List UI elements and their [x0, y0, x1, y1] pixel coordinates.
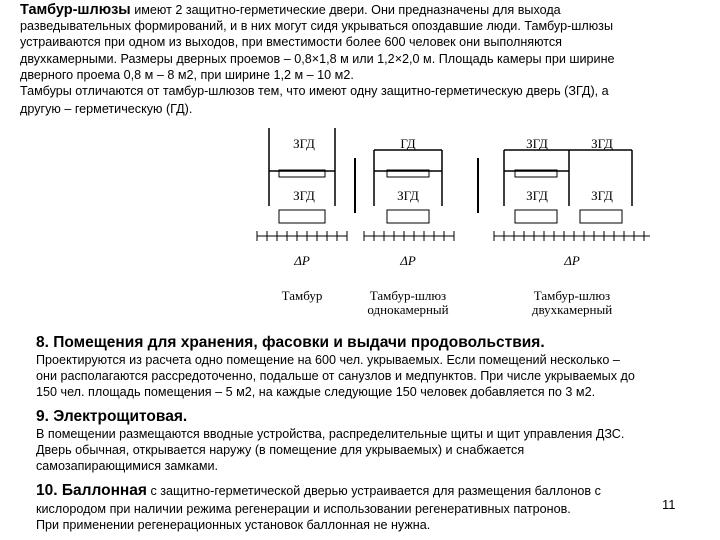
intro-line-5: дверного проема 0,8 м – 8 м2, при ширине 1,2 м – 10 м2. — [20, 67, 354, 82]
door-label-zgd-2: ЗГД — [293, 188, 315, 203]
pressure-label-2: ΔP — [400, 253, 416, 268]
section-9-heading: 9. Электрощитовая. — [36, 408, 188, 425]
panel-double-chamber — [494, 150, 650, 236]
caption-double-a: Тамбур-шлюз — [533, 288, 611, 303]
section-10-heading: 10. Баллонная — [36, 482, 147, 499]
pressure-label-1: ΔP — [294, 253, 310, 268]
section-10 — [36, 481, 712, 533]
page-number: 11 — [662, 497, 676, 512]
intro-line-4: двухкамерными. Размеры дверных проемов – 0,8×1,8 м или 1,2×2,0 м. Площадь камеры при ширине — [20, 51, 615, 66]
section-8 — [36, 333, 712, 401]
section-10-line-1 — [36, 481, 712, 501]
section-8-heading: 8. Помещения для хранения, фасовки и выдачи продовольствия. — [36, 334, 545, 351]
section-8-line-3: 150 чел. площадь помещения – 5 м2, на каждые следующие 150 человек добавляется по 3 м2. — [36, 385, 596, 400]
door-label-zgd-7: ЗГД — [591, 188, 613, 203]
door-label-gd: ГД — [400, 136, 416, 151]
caption-single-a: Тамбур-шлюз — [369, 288, 447, 303]
intro-line-6: Тамбуры отличаются от тамбур-шлюзов тем, что имеют одну защитно-герметическую дверь (ЗГД), а — [20, 84, 609, 99]
door-label-zgd-4: ЗГД — [526, 136, 548, 151]
section-9-line-1: В помещении размещаются вводные устройства, распределительные щиты и щит управления ДЗС. — [36, 427, 625, 441]
door-label-zgd-6: ЗГД — [526, 188, 548, 203]
section-9-line-3: самозапирающимися замками. — [36, 459, 219, 474]
caption-double-b: двухкамерный — [531, 302, 613, 317]
section-10-line-3: При применении регенерационных установок баллонная не нужна. — [36, 518, 431, 533]
caption-single-b: однокамерный — [367, 302, 449, 317]
intro-line-2: разведывательных формирований, и в них могут сидя укрываться опоздавшие люди. Тамбур-шлюзы — [20, 19, 613, 34]
intro-line-1 — [20, 2, 710, 18]
pressure-label-3: ΔP — [564, 253, 580, 268]
intro-paragraph — [20, 2, 710, 117]
section-8-line-2: они располагаются рассредоточенно, подальше от санузлов и медпунктов. При числе укрываемых до — [36, 369, 635, 384]
intro-line-7: другую – герметическую (ГД). — [20, 102, 193, 117]
section-8-line-1: Проектируются из расчета одно помещение на 600 чел. укрываемых. Если помещений несколько – — [36, 353, 620, 367]
section-10-line-1-text: с защитно-герметической дверью устраивается для размещения баллонов с — [146, 484, 601, 498]
door-label-zgd-1: ЗГД — [293, 136, 315, 151]
intro-line-3: устраиваются при одном из выходов, при вместимости более 600 человек они выполняются — [20, 35, 563, 50]
door-label-zgd-3: ЗГД — [397, 188, 419, 203]
door-label-zgd-5: ЗГД — [591, 136, 613, 151]
section-9 — [36, 407, 712, 475]
intro-line-1-text: имеют 2 защитно-герметические двери. Они предназначены для выхода — [130, 3, 561, 17]
section-10-line-2: кислородом при наличии режима регенерации и использовании регенеративных патронов. — [36, 502, 571, 516]
section-9-line-2: Дверь обычная, открывается наружу (в помещение для укрываемых) и снабжается — [36, 443, 525, 458]
airlock-diagram — [232, 128, 692, 328]
intro-lead-term: Тамбур-шлюзы — [20, 2, 131, 18]
caption-tambur: Тамбур — [281, 288, 323, 303]
